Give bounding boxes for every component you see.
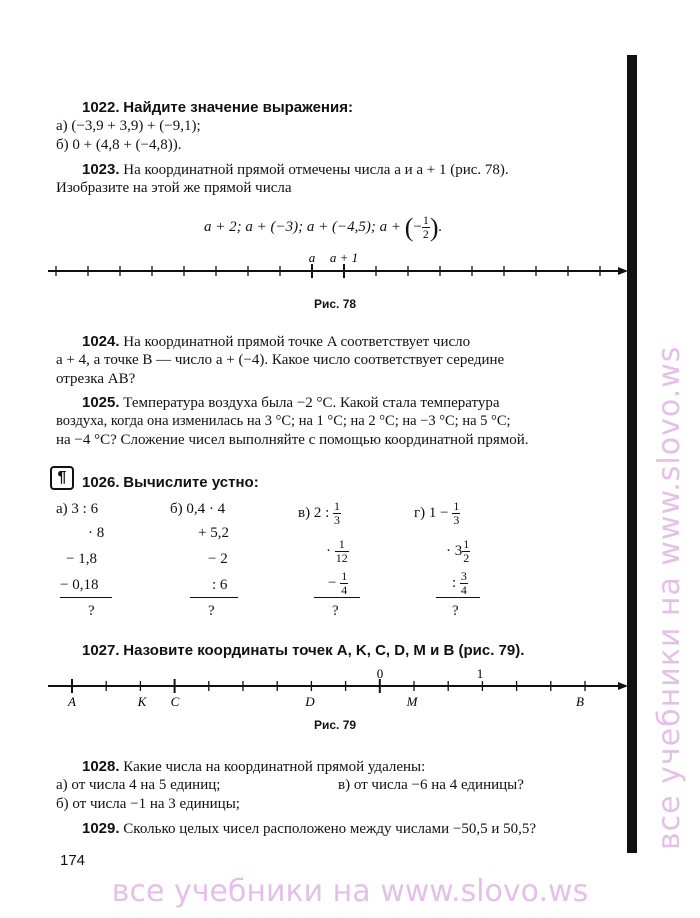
- watermark-bottom: все учебники на www.slovo.ws: [111, 874, 589, 909]
- col-v-result: ?: [332, 603, 339, 619]
- col-b-underline: [190, 597, 238, 598]
- fig79-point-b: B: [576, 694, 584, 709]
- figure-78-caption: Рис. 78: [314, 297, 357, 311]
- col-a-result: ?: [88, 603, 95, 619]
- figure-79-caption: Рис. 79: [314, 718, 357, 732]
- col-b-result: ?: [208, 603, 215, 619]
- problem-1028-b: б) от числа −1 на 3 единицы;: [56, 796, 240, 812]
- page-edge-bar: [627, 55, 637, 853]
- fig79-label-zero: 0: [376, 666, 384, 681]
- col-b-step3: : 6: [212, 577, 228, 593]
- problem-1028-heading: 1028. Какие числа на координатной прямой удалены:: [82, 758, 426, 775]
- problem-1024-line3: отрезка AB?: [56, 371, 136, 387]
- fig78-label-a-plus-1: a + 1: [329, 250, 359, 265]
- fig78-label-a: a: [308, 250, 316, 265]
- figure-78-number-line: [48, 248, 628, 288]
- problem-1025-line1: 1025. Температура воздуха была −2 °C. Какой стала температура: [82, 394, 500, 411]
- fig79-point-k: K: [137, 694, 147, 709]
- problem-1022-b: б) 0 + (4,8 + (−4,8)).: [56, 137, 182, 153]
- problem-1028-v: в) от числа −6 на 4 единицы?: [338, 777, 524, 793]
- watermark-side: все учебники на www.slovo.ws: [652, 345, 687, 850]
- col-g-result: ?: [452, 603, 459, 619]
- problem-1022-heading: 1022. Найдите значение выражения:: [82, 99, 353, 116]
- fig79-point-c: C: [170, 694, 180, 709]
- problem-1027-heading: 1027. Назовите координаты точек A, K, C, D, M и B (рис. 79).: [82, 642, 525, 659]
- col-a-step3: − 0,18: [60, 577, 99, 593]
- col-v-step2: − $\frac{1}{4}$: [328, 569, 348, 597]
- col-g-step1: · 3 $\frac{1}{2}$: [446, 537, 470, 565]
- problem-1026-heading: 1026. Вычислите устно:: [82, 474, 259, 491]
- col-b-step2: − 2: [208, 551, 228, 567]
- col-a-step2: − 1,8: [66, 551, 97, 567]
- problem-1028-a: а) от числа 4 на 5 единиц;: [56, 777, 221, 793]
- problem-1024-line1: 1024. На координатной прямой точке A соответствует число: [82, 333, 471, 350]
- problem-1025-line3: на −4 °C? Сложение чисел выполняйте с помощью координатной прямой.: [56, 432, 529, 448]
- problem-1022-a: а) (−3,9 + 3,9) + (−9,1);: [56, 118, 201, 134]
- oral-exercise-icon: ¶: [50, 466, 74, 490]
- problem-1025-line2: воздуха, когда она изменилась на 3 °C; на 1 °C; на 2 °C; на −3 °C; на 5 °C;: [56, 413, 511, 429]
- col-a-step1: · 8: [88, 525, 105, 541]
- col-a-underline: [60, 597, 112, 598]
- fig79-label-one: 1: [476, 666, 484, 681]
- col-b-step1: + 5,2: [198, 525, 229, 541]
- problem-1023-expression: a + 2; a + (−3); a + (−4,5); a + (− $\frac{1}{2}$ ).: [204, 213, 443, 242]
- figure-79-number-line: [48, 664, 628, 714]
- col-v-head: в) 2 : $\frac{1}{3}$: [298, 499, 340, 527]
- problem-1023-line1: 1023. На координатной прямой отмечены числа a и a + 1 (рис. 78).: [82, 161, 509, 178]
- problem-1029: 1029. Сколько целых чисел расположено между числами −50,5 и 50,5?: [82, 820, 537, 837]
- fig79-point-m: M: [406, 694, 418, 709]
- fig79-point-a: A: [68, 694, 76, 709]
- problem-1024-line2: a + 4, а точке B — число a + (−4). Какое число соответствует середине: [56, 352, 505, 368]
- problem-1023-line2: Изобразите на этой же прямой числа: [56, 180, 292, 196]
- col-b-head: б) 0,4 · 4: [170, 501, 226, 517]
- col-v-underline: [314, 597, 360, 598]
- col-v-step1: · $\frac{1}{12}$: [326, 537, 348, 565]
- fig79-point-d: D: [305, 694, 315, 709]
- col-g-underline: [436, 597, 480, 598]
- col-g-step2: : $\frac{3}{4}$: [452, 569, 467, 597]
- col-g-head: г) 1 − $\frac{1}{3}$: [414, 499, 460, 527]
- col-a-head: а) 3 : 6: [56, 501, 99, 517]
- page-number: 174: [60, 852, 86, 869]
